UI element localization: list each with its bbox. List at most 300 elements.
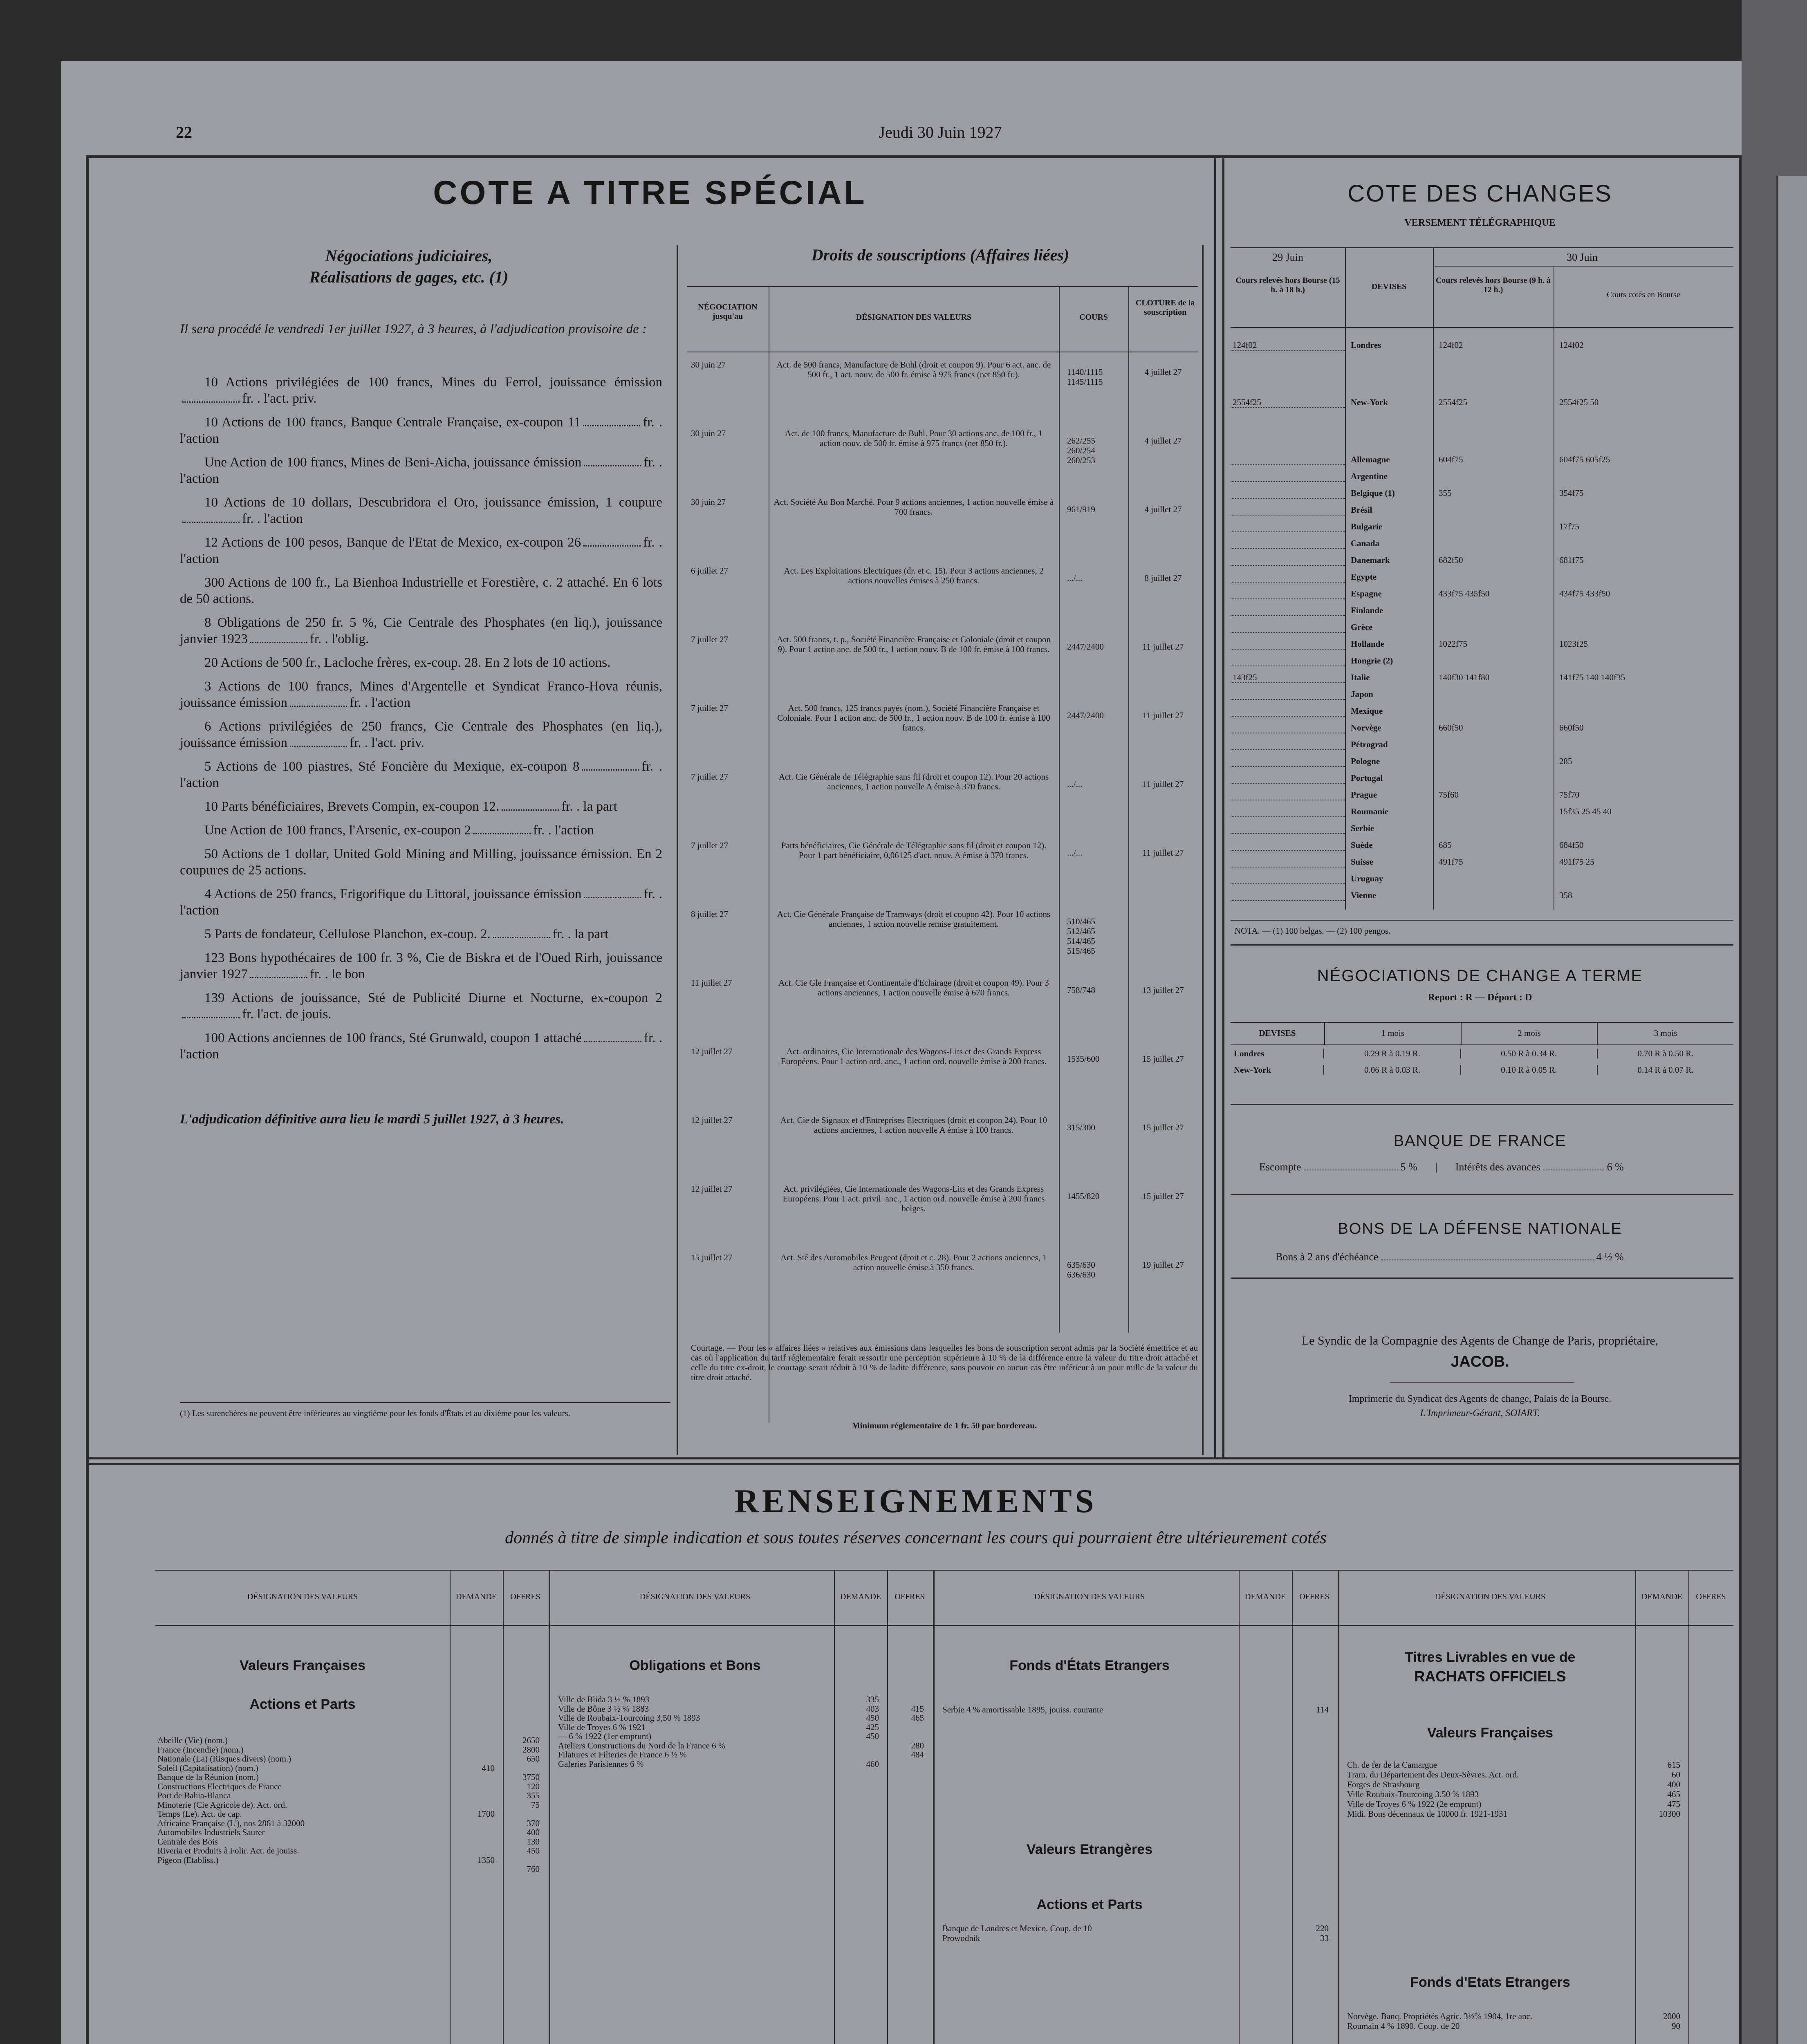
changes-bourse: 1023f25 [1559, 639, 1588, 649]
terme-header-row [1231, 1022, 1733, 1045]
changes-devise: Hollande [1351, 639, 1384, 649]
rens-offre: 3750 [522, 1772, 540, 1782]
adjudication-item-text: 100 Actions anciennes de 100 francs, Sté Grunwald, coupon 1 attaché [204, 1031, 582, 1045]
rens-name: Minoterie (Cie Agricole de). Act. ord. [157, 1800, 287, 1810]
droits-row [687, 703, 1198, 772]
adjudication-item [180, 654, 662, 671]
rens-name: Soleil (Capitalisation) (nom.) [157, 1763, 258, 1773]
droits-cours: .../... [1067, 779, 1083, 789]
changes-bourse: 684f50 [1559, 840, 1584, 850]
divider-changes [1214, 157, 1216, 1457]
adjudication-item-price: fr. . l'action [180, 535, 662, 566]
changes-devise: Hongrie (2) [1351, 656, 1393, 666]
rens-offre: 120 [527, 1781, 540, 1791]
changes-hors: 682f50 [1439, 555, 1463, 565]
changes-row [1231, 505, 1733, 522]
changes-row [1231, 589, 1733, 605]
rens-name: Serbie 4 % amortissable 1895, jouiss. courante [942, 1705, 1103, 1715]
changes-hors: 685 [1439, 840, 1452, 850]
rens-demande: 450 [866, 1731, 879, 1741]
escompte-label: Escompte [1259, 1161, 1301, 1173]
changes-row [1231, 471, 1733, 488]
droits-date: 7 juillet 27 [691, 840, 728, 850]
changes-bourse: 75f70 [1559, 790, 1579, 800]
rens-valeurs-francaises: Valeurs Françaises [239, 1658, 366, 1673]
changes-bourse [1554, 505, 1733, 522]
rens-name: Ville de Blida 3 ½ % 1893 [558, 1694, 650, 1704]
droits-date: 11 juillet 27 [691, 978, 732, 988]
rens-header-designation: DÉSIGNATION DES VALEURS [639, 1592, 751, 1601]
changes-devise: Bulgarie [1351, 522, 1382, 531]
rens-demande: 615 [1667, 1760, 1680, 1770]
droits-cloture: 15 juillet 27 [1142, 1191, 1184, 1201]
droits-date: 7 juillet 27 [691, 772, 728, 782]
changes-bourse: 285 [1559, 756, 1572, 766]
rens-offre: 400 [527, 1827, 540, 1837]
changes-devise: Portugal [1351, 773, 1383, 783]
changes-bourse: 358 [1559, 890, 1572, 900]
changes-row [1231, 538, 1733, 555]
droits-cours: .../... [1067, 573, 1083, 583]
changes-devise: Prague [1351, 790, 1377, 800]
droits-row [687, 840, 1198, 909]
changes-hors [1433, 471, 1554, 488]
terme-header-cell: 1 mois [1325, 1022, 1462, 1044]
adjudication-item-leader [502, 809, 559, 811]
changes-subtitle: VERSEMENT TÉLÉGRAPHIQUE [1404, 217, 1556, 228]
droits-date: 12 juillet 27 [691, 1047, 733, 1056]
divider-renseignements-double [88, 1463, 1740, 1465]
changes-header-bottom [1231, 327, 1733, 328]
changes-nota-rule [1231, 920, 1733, 921]
changes-bourse: 681f75 [1559, 555, 1584, 565]
changes-prev [1231, 790, 1345, 800]
changes-prev [1231, 706, 1345, 717]
rens-name: Automobiles Industriels Saurer [157, 1827, 265, 1837]
rens-obligations-bons: Obligations et Bons [629, 1658, 761, 1673]
droits-date: 7 juillet 27 [691, 634, 728, 644]
changes-nota: NOTA. — (1) 100 belgas. — (2) 100 pengos. [1235, 926, 1391, 936]
adjudication-item-price: fr. . l'action [180, 887, 662, 918]
rens-header-top [155, 1570, 1733, 1571]
droits-row [687, 1115, 1198, 1184]
droits-row [687, 1047, 1198, 1115]
droits-row [687, 1253, 1198, 1321]
changes-date-prev: 29 Juin [1272, 251, 1303, 263]
droits-row [687, 360, 1198, 428]
changes-hors: 75f60 [1439, 790, 1459, 800]
adjudication-item-leader [250, 977, 307, 978]
rens-header-designation: DÉSIGNATION DES VALEURS [247, 1592, 358, 1601]
adjudication-item-leader [582, 769, 639, 771]
rens-header-demande: DEMANDE [456, 1592, 497, 1601]
droits-designation: Act. Société Au Bon Marché. Pour 9 actions anciennes, 1 action nouvelle émise à 700 francs. [773, 497, 1054, 517]
changes-hors [1433, 622, 1554, 639]
changes-row [1231, 522, 1733, 538]
footnote-rule [180, 1402, 670, 1403]
changes-bourse [1554, 605, 1733, 622]
divider-droits-right [1202, 245, 1204, 1455]
changes-devise: Uruguay [1351, 874, 1383, 883]
terme-row [1231, 1045, 1733, 1062]
adjudication-item-text: 3 Actions de 100 francs, Mines d'Argentelle et Syndicat Franco-Hova réunis, jouissance émission [180, 679, 662, 710]
droits-designation: Act. Cie de Signaux et d'Entreprises Electriques (droit et coupon 24). Pour 10 actions anciennes, 1 action nouvelle A émise à 100 francs. [780, 1115, 1047, 1135]
changes-devise: Pologne [1351, 756, 1380, 766]
changes-row [1231, 397, 1733, 455]
rens-header-offres: OFFRES [510, 1592, 540, 1601]
courtage-minimum: Minimum réglementaire de 1 fr. 50 par bordereau. [852, 1421, 1037, 1430]
rens-offre: 370 [527, 1818, 540, 1828]
changes-hors [1433, 656, 1554, 672]
changes-prev [1231, 890, 1345, 901]
rens-name: Galeries Parisiennes 6 % [558, 1759, 644, 1769]
changes-hors: 491f75 [1439, 857, 1463, 867]
adjudication-item-price: fr. . l'action [180, 415, 662, 446]
rens-name: Abeille (Vie) (nom.) [157, 1735, 228, 1745]
rens-sep [450, 1570, 451, 2044]
rens-name: Constructions Electriques de France [157, 1781, 282, 1791]
bons-line [1276, 1251, 1705, 1263]
changes-hors [1433, 706, 1554, 723]
divider-droits [677, 245, 678, 1455]
droits-row [687, 566, 1198, 634]
escompte-value: 5 % [1400, 1161, 1417, 1173]
page-number: 22 [176, 123, 192, 141]
changes-prev [1231, 857, 1345, 867]
rens-sep [1239, 1570, 1240, 2044]
syndic-line2: Imprimerie du Syndicat des Agents de change, Palais de la Bourse. [1348, 1394, 1612, 1404]
changes-row [1231, 605, 1733, 622]
changes-devise: Italie [1351, 672, 1370, 682]
changes-header-hors: Cours relevés hors Bourse (9 h. à 12 h.) [1435, 276, 1551, 294]
adjudication-item-text: 8 Obligations de 250 fr. 5 %, Cie Centrale des Phosphates (en liq.), jouissance janvier 1923 [180, 615, 662, 646]
changes-prev [1231, 471, 1345, 482]
droits-cloture: 15 juillet 27 [1142, 1123, 1184, 1132]
rens-titres-livrables: Titres Livrables en vue de [1405, 1650, 1576, 1665]
changes-bourse [1554, 874, 1733, 890]
rens-demande: 475 [1667, 1799, 1680, 1809]
rens-sep [1688, 1570, 1689, 2044]
droits-cloture: 11 juillet 27 [1142, 710, 1184, 720]
changes-bourse [1554, 471, 1733, 488]
adjudication-item [180, 798, 662, 815]
droits-cours: 1455/820 [1067, 1191, 1100, 1201]
changes-bourse: 2554f25 50 [1559, 397, 1599, 407]
adjudication-item [180, 950, 662, 982]
droits-date: 30 juin 27 [691, 360, 726, 370]
changes-hors [1433, 505, 1554, 522]
syndic-line1: Le Syndic de la Compagnie des Agents de Change de Paris, propriétaire, [1301, 1334, 1659, 1347]
droits-designation: Act. de 500 francs, Manufacture de Buhl (droit et coupon 9). Pour 6 act. anc. de 500 fr., 1 act. nouv. de 500 fr. émise à 975 francs (net 850 fr.). [776, 360, 1051, 379]
droits-cloture: 11 juillet 27 [1142, 779, 1184, 789]
changes-row [1231, 740, 1733, 756]
banque-end-rule [1231, 1194, 1733, 1195]
rens-header-designation: DÉSIGNATION DES VALEURS [1435, 1592, 1546, 1601]
rens-offre: 465 [911, 1713, 924, 1723]
droits-cours: .../... [1067, 848, 1083, 858]
adjudication-item [180, 758, 662, 791]
droits-cloture: 8 juillet 27 [1144, 573, 1182, 583]
rens-demande: 60 [1672, 1770, 1680, 1780]
adjudication-item-text: 123 Bons hypothécaires de 100 fr. 3 %, Cie de Biskra et de l'Oued Rirh, jouissance janvier 1927 [180, 950, 662, 982]
rens-name: Temps (Le). Act. de cap. [157, 1809, 242, 1819]
terme-header-cell: 2 mois [1462, 1022, 1598, 1044]
rens-actions-parts: Actions et Parts [249, 1697, 356, 1712]
rens-header-bottom [155, 1625, 1733, 1626]
adjudication-item-text: 139 Actions de jouissance, Sté de Publicité Diurne et Nocturne, ex-coupon 2 [204, 991, 662, 1005]
droits-title: Droits de souscriptions (Affaires liées) [811, 246, 1069, 264]
droits-list [687, 360, 1198, 1321]
bons-value: 4 ½ % [1596, 1251, 1624, 1263]
changes-prev: 2554f25 [1231, 397, 1345, 408]
adjudication-item-text: 10 Actions privilégiées de 100 francs, Mines du Ferrol, jouissance émission [204, 375, 662, 390]
adjudication-item-leader [290, 706, 347, 707]
changes-devise: Pétrograd [1351, 740, 1388, 749]
rens-name: Port de Bahia-Blanca [157, 1791, 231, 1800]
bons-title: BONS DE LA DÉFENSE NATIONALE [1338, 1220, 1622, 1237]
changes-hors [1433, 807, 1554, 823]
rens-name: Africaine Française (L'), nos 2861 à 32000 [157, 1818, 305, 1828]
titre-special-title: COTE A TITRE SPÉCIAL [433, 174, 867, 211]
changes-hors [1433, 605, 1554, 622]
syndic-rule [1390, 1382, 1574, 1383]
changes-hors [1433, 756, 1554, 773]
adjacent-page-edge [1776, 176, 1807, 2044]
rens-header-offres: OFFRES [1696, 1592, 1726, 1601]
changes-row [1231, 639, 1733, 656]
droits-cloture: 11 juillet 27 [1142, 848, 1184, 858]
changes-devise: Finlande [1351, 605, 1383, 615]
changes-prev [1231, 488, 1345, 499]
rens-header-designation: DÉSIGNATION DES VALEURS [1034, 1592, 1145, 1601]
changes-prev [1231, 756, 1345, 767]
droits-cloture: 15 juillet 27 [1142, 1054, 1184, 1064]
rens-name: Riveria et Produits à Folir. Act. de jouiss. [157, 1846, 299, 1856]
changes-bourse [1554, 572, 1733, 589]
droits-header-designation: DÉSIGNATION DES VALEURS [856, 313, 972, 322]
adjudication-item-price: fr. . la part [552, 927, 609, 941]
terme-table [1231, 1022, 1733, 1078]
droits-row [687, 909, 1198, 978]
adjudication-item [180, 494, 662, 527]
rens-header-demande: DEMANDE [1641, 1592, 1682, 1601]
adjudication-item-leader [584, 897, 641, 898]
changes-row [1231, 689, 1733, 706]
adjudication-intro: Il sera procédé le vendredi 1er juillet 1927, à 3 heures, à l'adjudication provisoire de : [180, 322, 647, 336]
changes-prev [1231, 572, 1345, 583]
droits-header-cloture: CLOTURE de la souscription [1135, 298, 1195, 317]
droits-cours: 635/630 636/630 [1067, 1260, 1095, 1280]
rens-name: — 6 % 1922 (1er emprunt) [558, 1731, 652, 1741]
adjudication-item-leader [583, 545, 641, 547]
droits-date: 8 juillet 27 [691, 909, 728, 919]
rens-name: Ville de Roubaix-Tourcoing 3,50 % 1893 [558, 1713, 700, 1723]
droits-date: 15 juillet 27 [691, 1253, 733, 1262]
adjudication-item [180, 574, 662, 607]
changes-title: COTE DES CHANGES [1347, 180, 1612, 207]
rens-name: Ch. de fer de la Camargue [1347, 1760, 1437, 1770]
rens-col-divider [1338, 1570, 1339, 2044]
changes-devise: Canada [1351, 538, 1380, 548]
changes-bourse [1554, 773, 1733, 790]
droits-header-top [687, 286, 1198, 287]
rens-offre: 280 [911, 1740, 924, 1750]
courtage-note: Courtage. — Pour les « affaires liées » relatives aux émissions dans lesquelles les bons de souscription seront admis par la Société émettrice et au cas où l'application du tarif réglementaire ferait ressortir une perception supérieure à 10 % de la différence entre la valeur du titre droit attaché et celle du titre ex-droit, le courtage serait réduit à 10 % de ladite différence, sans pouvoir en aucun cas être inférieur à un pour mille de la valeur du titre droit attaché. [691, 1343, 1198, 1382]
changes-prev [1231, 589, 1345, 599]
terme-end-rule [1231, 1104, 1733, 1105]
droits-row [687, 497, 1198, 566]
changes-hors [1433, 740, 1554, 756]
rens-header-offres: OFFRES [895, 1592, 925, 1601]
changes-prev [1231, 773, 1345, 784]
droits-date: 30 juin 27 [691, 428, 726, 438]
droits-cloture [1128, 909, 1198, 978]
syndic-line3: L'Imprimeur-Gérant, SOIART. [1420, 1408, 1540, 1419]
droits-cloture: 13 juillet 27 [1142, 985, 1184, 995]
changes-devise: Serbie [1351, 823, 1374, 833]
changes-hors: 140f30 141f80 [1439, 672, 1490, 682]
adjudication-item-price: fr. . l'act. priv. [350, 735, 424, 750]
rens-offre: 75 [531, 1800, 540, 1810]
changes-prev [1231, 823, 1345, 834]
changes-row [1231, 340, 1733, 397]
adjudication-item-price: fr. . l'action [533, 823, 594, 838]
droits-designation: Act. Cie Gle Française et Continentale d'Eclairage (droit et coupon 49). Pour 3 actions anciennes, 1 action nouvelle émise à 670 francs. [778, 978, 1049, 997]
adjudication-item-price: fr. . le bon [309, 967, 365, 982]
terme-value: 0.06 R à 0.03 R. [1324, 1065, 1461, 1075]
rens-name: France (Incendie) (nom.) [157, 1744, 244, 1755]
rens-sep [887, 1570, 888, 2044]
changes-hors [1433, 572, 1554, 589]
droits-cours: 1140/1115 1145/1115 [1067, 367, 1103, 387]
changes-header-devises: DEVISES [1371, 282, 1407, 291]
droits-date: 6 juillet 27 [691, 566, 728, 576]
changes-row [1231, 857, 1733, 874]
adjudication-item [180, 718, 662, 751]
changes-row [1231, 622, 1733, 639]
terme-row [1231, 1062, 1733, 1078]
changes-bourse: 434f75 433f50 [1559, 589, 1610, 598]
changes-hors: 604f75 [1439, 455, 1463, 464]
changes-row [1231, 890, 1733, 907]
rens-offre: 130 [527, 1836, 540, 1847]
rens-name: Banque de Londres et Mexico. Coup. de 10 [942, 1923, 1092, 1933]
adjudication-item-price: fr. . l'action [180, 759, 662, 790]
droits-row [687, 1184, 1198, 1253]
rens-offre: 33 [1320, 1933, 1329, 1943]
droits-cours: 510/465 512/465 514/465 515/465 [1067, 917, 1095, 956]
changes-devise: Suisse [1351, 857, 1373, 867]
banque-title: BANQUE DE FRANCE [1393, 1132, 1567, 1150]
droits-row [687, 634, 1198, 703]
changes-devise: Mexique [1351, 706, 1383, 716]
droits-row [687, 772, 1198, 840]
rens-offre: 450 [527, 1846, 540, 1856]
adjudication-item [180, 454, 662, 487]
terme-value: 0.70 R à 0.50 R. [1637, 1049, 1694, 1058]
droits-designation: Act. 500 francs, 125 francs payés (nom.), Société Financière Française et Coloniale. Pour 1 action anc. de 500 fr., 1 action nouv. B de 100 fr. émise à 100 francs. [777, 703, 1050, 733]
droits-date: 12 juillet 27 [691, 1184, 733, 1194]
terme-devise: Londres [1231, 1049, 1324, 1058]
droits-date: 7 juillet 27 [691, 703, 728, 713]
changes-hors: 2554f25 [1439, 397, 1467, 407]
droits-cours: 2447/2400 [1067, 642, 1104, 652]
changes-hors: 124f02 [1439, 340, 1463, 350]
changes-row [1231, 756, 1733, 773]
droits-designation: Act. privilégiées, Cie Internationale des Wagons-Lits et des Grands Express Européens. Pour 1 act. privil. anc., 1 action ord. nouvelle émise à 200 francs belges. [782, 1184, 1045, 1213]
droits-designation: Act. Cie Générale de Télégraphie sans fil (droit et coupon 12). Pour 20 actions anciennes, 1 action nouvelle A émise à 370 francs. [778, 772, 1049, 791]
terme-title: NÉGOCIATIONS DE CHANGE A TERME [1317, 967, 1643, 985]
changes-hors: 355 [1439, 488, 1452, 498]
droits-cours: 758/748 [1067, 985, 1095, 995]
rens-sep [834, 1570, 835, 2044]
droits-cours: 961/919 [1067, 504, 1095, 514]
rens-offre: 220 [1316, 1923, 1329, 1933]
rens-demande: 335 [866, 1694, 879, 1704]
changes-devise: Vienne [1351, 890, 1377, 900]
changes-prev [1231, 874, 1345, 884]
droits-cloture: 19 juillet 27 [1142, 1260, 1184, 1270]
rens-name: Midi. Bons décennaux de 10000 fr. 1921-1931 [1347, 1809, 1507, 1819]
changes-hors [1433, 522, 1554, 538]
adjudication-item-text: Une Action de 100 francs, l'Arsenic, ex-coupon 2 [204, 823, 471, 838]
rens-demande: 400 [1667, 1780, 1680, 1789]
rens-demande: 2000 [1663, 2011, 1680, 2021]
changes-bourse: 604f75 605f25 [1559, 455, 1610, 464]
adjudication-item-text: 10 Actions de 100 francs, Banque Centrale Française, ex-coupon 11 [204, 415, 581, 430]
changes-bourse [1554, 740, 1733, 756]
changes-bourse: 141f75 140 140f35 [1559, 672, 1625, 682]
rens-col-divider [933, 1570, 935, 2044]
changes-prev [1231, 455, 1345, 465]
page-date: Jeudi 30 Juin 1927 [879, 123, 1002, 141]
changes-row [1231, 773, 1733, 790]
adjudication-item-leader [473, 833, 531, 834]
rens-name: Prowodnik [942, 1933, 980, 1943]
adjudication-item-leader [584, 465, 641, 466]
adjudication-item-leader [182, 1017, 240, 1018]
adjudication-item-text: 6 Actions privilégiées de 250 francs, Cie Centrale des Phosphates (en liq.), jouissance émission [180, 719, 662, 750]
changes-bourse [1554, 706, 1733, 723]
adjudication-item-price: fr. . l'action [180, 455, 662, 486]
adjudication-item-text: 10 Actions de 10 dollars, Descubridora el Oro, jouissance émission, 1 coupure [204, 495, 662, 510]
adjudication-item-text: 12 Actions de 100 pesos, Banque de l'Etat de Mexico, ex-coupon 26 [204, 535, 581, 550]
rens-demande: 425 [866, 1722, 879, 1732]
adjudication-item [180, 614, 662, 647]
rens-fonds-etats-etrangers: Fonds d'États Etrangers [1009, 1658, 1170, 1673]
adjudication-item-text: 20 Actions de 500 fr., Lacloche frères, ex-coup. 28. En 2 lots de 10 actions. [204, 655, 611, 670]
rens-demande: 1350 [478, 1855, 495, 1865]
changes-devise: Egypte [1351, 572, 1377, 582]
rens-name: Ville de Bône 3 ½ % 1883 [558, 1703, 649, 1714]
adjudication-item-leader [290, 746, 347, 747]
droits-designation: Act. de 100 francs, Manufacture de Buhl. Pour 30 actions anc. de 100 fr., 1 action nouv. de 500 fr. émise à 975 francs (net 850 fr.). [785, 428, 1042, 448]
adjudication-item-leader [583, 425, 640, 426]
changes-prev [1231, 639, 1345, 650]
changes-bourse [1554, 823, 1733, 840]
changes-devise: Danemark [1351, 555, 1390, 565]
changes-row [1231, 790, 1733, 807]
changes-prev [1231, 840, 1345, 851]
banque-rates: Escompte 5 % | Intérêts des avances 6 % [1259, 1161, 1624, 1173]
adjudication-item-text: 5 Parts de fondateur, Cellulose Planchon, ex-coup. 2. [204, 927, 491, 941]
rens-name: Tram. du Département des Deux-Sèvres. Act. ord. [1347, 1770, 1519, 1780]
changes-devise: Allemagne [1351, 455, 1390, 464]
changes-prev [1231, 538, 1345, 549]
terme-legend: Report : R — Déport : D [1428, 992, 1532, 1003]
changes-prev [1231, 689, 1345, 700]
rens-header-demande: DEMANDE [1245, 1592, 1286, 1601]
